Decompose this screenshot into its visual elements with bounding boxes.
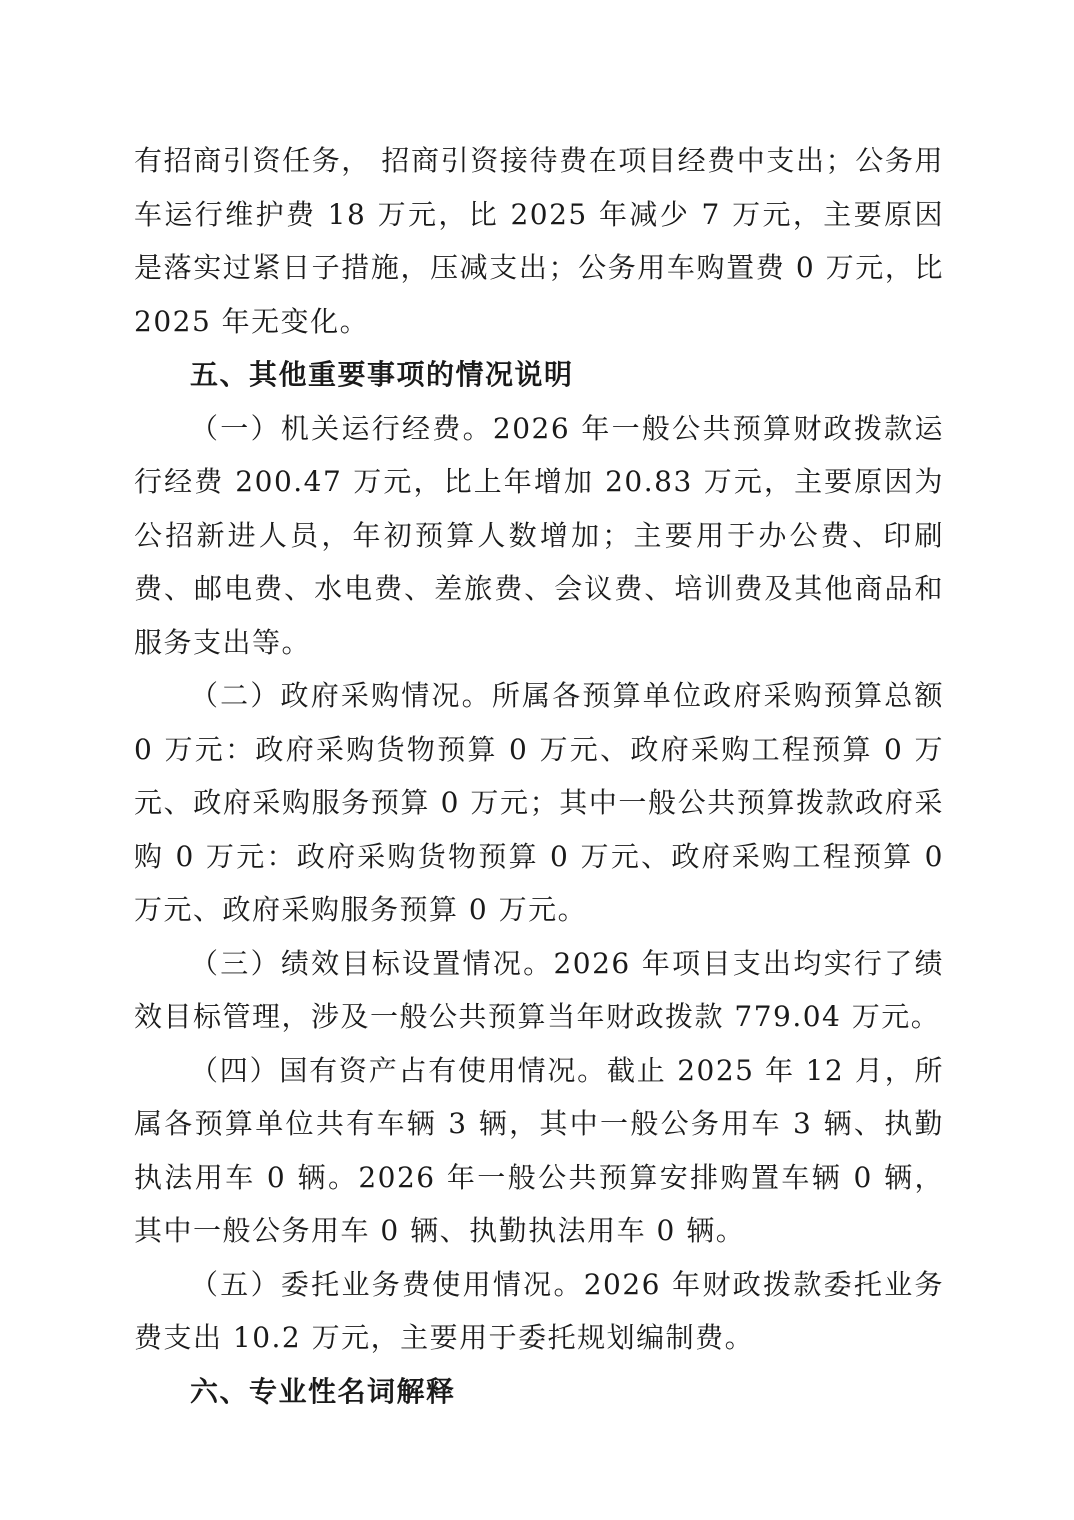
paragraph-operating-expenses: （一）机关运行经费。2026 年一般公共预算财政拨款运行经费 200.47 万元，比上年增加 20.83 万元，主要原因为公招新进人员，年初预算人数增加；主要用于办公费、印刷费、邮电费、水电费、差旅费、会议费、培训费及其他商品和服务支出等。: [134, 411, 944, 659]
paragraph-vehicle-costs: 有招商引资任务， 招商引资接待费在项目经费中支出；公务用车运行维护费 18 万元，比 2025 年减少 7 万元，主要原因是落实过紧日子措施，压减支出；公务用车购置费 0 万元，比 2025 年无变化。: [134, 144, 944, 338]
paragraph-performance-targets: （三）绩效目标设置情况。2026 年项目支出均实行了绩效目标管理，涉及一般公共预算当年财政拨款 779.04 万元。: [134, 946, 944, 1033]
section-heading-terminology: 六、专业性名词解释: [190, 1374, 456, 1408]
document-page: [134, 134, 944, 1418]
paragraph-government-procurement: （二）政府采购情况。所属各预算单位政府采购预算总额 0 万元：政府采购货物预算 0 万元、政府采购工程预算 0 万元、政府采购服务预算 0 万元；其中一般公共预算拨款政府采购 0 万元：政府采购货物预算 0 万元、政府采购工程预算 0 万元、政府采购服务预算 0 万元。: [134, 679, 944, 926]
section-heading-other-matters: 五、其他重要事项的情况说明: [190, 358, 574, 391]
paragraph-state-assets: （四）国有资产占有使用情况。截止 2025 年 12 月，所属各预算单位共有车辆 3 辆，其中一般公务用车 3 辆、执勤执法用车 0 辆。2026 年一般公共预算安排购置车辆 0 辆，其中一般公务用车 0 辆、执勤执法用车 0 辆。: [134, 1053, 944, 1247]
paragraph-entrusted-business-fees: （五）委托业务费使用情况。2026 年财政拨款委托业务费支出 10.2 万元，主要用于委托规划编制费。: [134, 1267, 944, 1354]
